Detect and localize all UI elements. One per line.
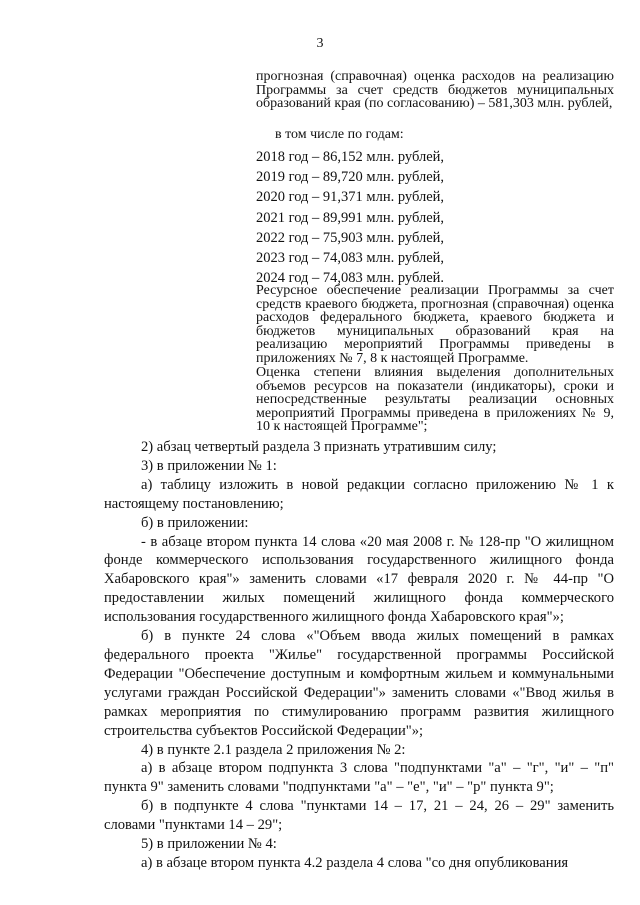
amendments-body — [104, 438, 614, 873]
paragraph-4b: б) в подпункте 4 слова "пунктами 14 – 17, 21 – 24, 26 – 29" заменить словами "пунктами 14 – 29"; — [104, 798, 614, 834]
paragraph-4: 4) в пункте 2.1 раздела 2 приложения № 2: — [141, 741, 406, 758]
paragraph-5a: а) в абзаце втором пункта 4.2 раздела 4 слова "со дня опубликования — [141, 854, 569, 871]
paragraph-3b-item-14: - в абзаце втором пункта 14 слова «20 мая 2008 г. № 128-пр "О жилищном фонде коммерческого использования государственного жилищного фонда Хабаровского края"» заменить словами «17 февраля 2020 г. № 44-пр "О предоставлении жилых помещений жилищного фонда коммерческого использования государственного жилищного фонда Хабаровского края"»; — [104, 533, 614, 626]
assessment-paragraph — [256, 366, 614, 434]
page-number: 3 — [316, 36, 324, 51]
paragraph-2: 2) абзац четвертый раздела 3 признать утратившим силу; — [141, 439, 497, 455]
year-item-2020: 2020 год – 91,371 млн. рублей, — [256, 189, 445, 206]
paragraph-3b: б) в приложении: — [141, 514, 249, 531]
year-item-2023: 2023 год – 74,083 млн. рублей, — [256, 249, 445, 266]
paragraph-3a: а) таблицу изложить в новой редакции согласно приложению № 1 к настоящему постановлению; — [104, 476, 614, 512]
forecast-text: прогнозная (справочная) оценка расходов на реализацию Программы за счет средств бюджетов муниципальных образований края (по согласованию) – 581,303 млн. рублей, — [256, 69, 614, 111]
assessment-text: Оценка степени влияния выделения дополнительных объемов ресурсов на показатели (индикаторы), сроки и непосредственные результаты реализации основных мероприятий Программы приведена в приложениях № 9, 10 к настоящей Программе"; — [256, 365, 614, 434]
resources-paragraph — [256, 284, 614, 365]
year-item-2018: 2018 год – 86,152 млн. рублей, — [256, 149, 445, 165]
years-list — [256, 147, 614, 288]
paragraph-3: 3) в приложении № 1: — [141, 457, 277, 474]
resources-text: Ресурсное обеспечение реализации Программы за счет средств краевого бюджета, прогнозная (справочная) оценка расходов федерального бюджета, краевого бюджета и бюджетов муниципальных образований края на реализацию мероприятий Программы приведены в приложениях № 7, 8 к настоящей Программе. — [256, 283, 614, 366]
forecast-paragraph — [256, 70, 614, 111]
year-item-2022: 2022 год – 75,903 млн. рублей, — [256, 229, 445, 246]
year-item-2024: 2024 год – 74,083 млн. рублей. — [256, 270, 445, 287]
paragraph-4a: а) в абзаце втором подпункта 3 слова "подпунктами "а" – "г", "и" – "п" пункта 9" заменить словами "подпунктами "а" – "е", "и" – "р" пункта 9"; — [104, 760, 614, 796]
year-item-2021: 2021 год – 89,991 млн. рублей, — [256, 209, 445, 226]
by-years-intro — [275, 128, 614, 142]
paragraph-3b-item-24: б) в пункте 24 слова «"Объем ввода жилых помещений в рамках федерального проекта "Жилье" государственной программы Российской Федерации "Обеспечение доступным и комфортным жильем и коммунальными услугами граждан Российской Федерации"» заменить словами «"Ввод жилья в рамках мероприятия по стимулированию программ развития жилищного строительства субъектов Российской Федерации"»; — [104, 628, 614, 739]
year-item-2019: 2019 год – 89,720 млн. рублей, — [256, 169, 445, 186]
by-years-intro-text: в том числе по годам: — [275, 127, 404, 142]
paragraph-5: 5) в приложении № 4: — [141, 836, 277, 853]
